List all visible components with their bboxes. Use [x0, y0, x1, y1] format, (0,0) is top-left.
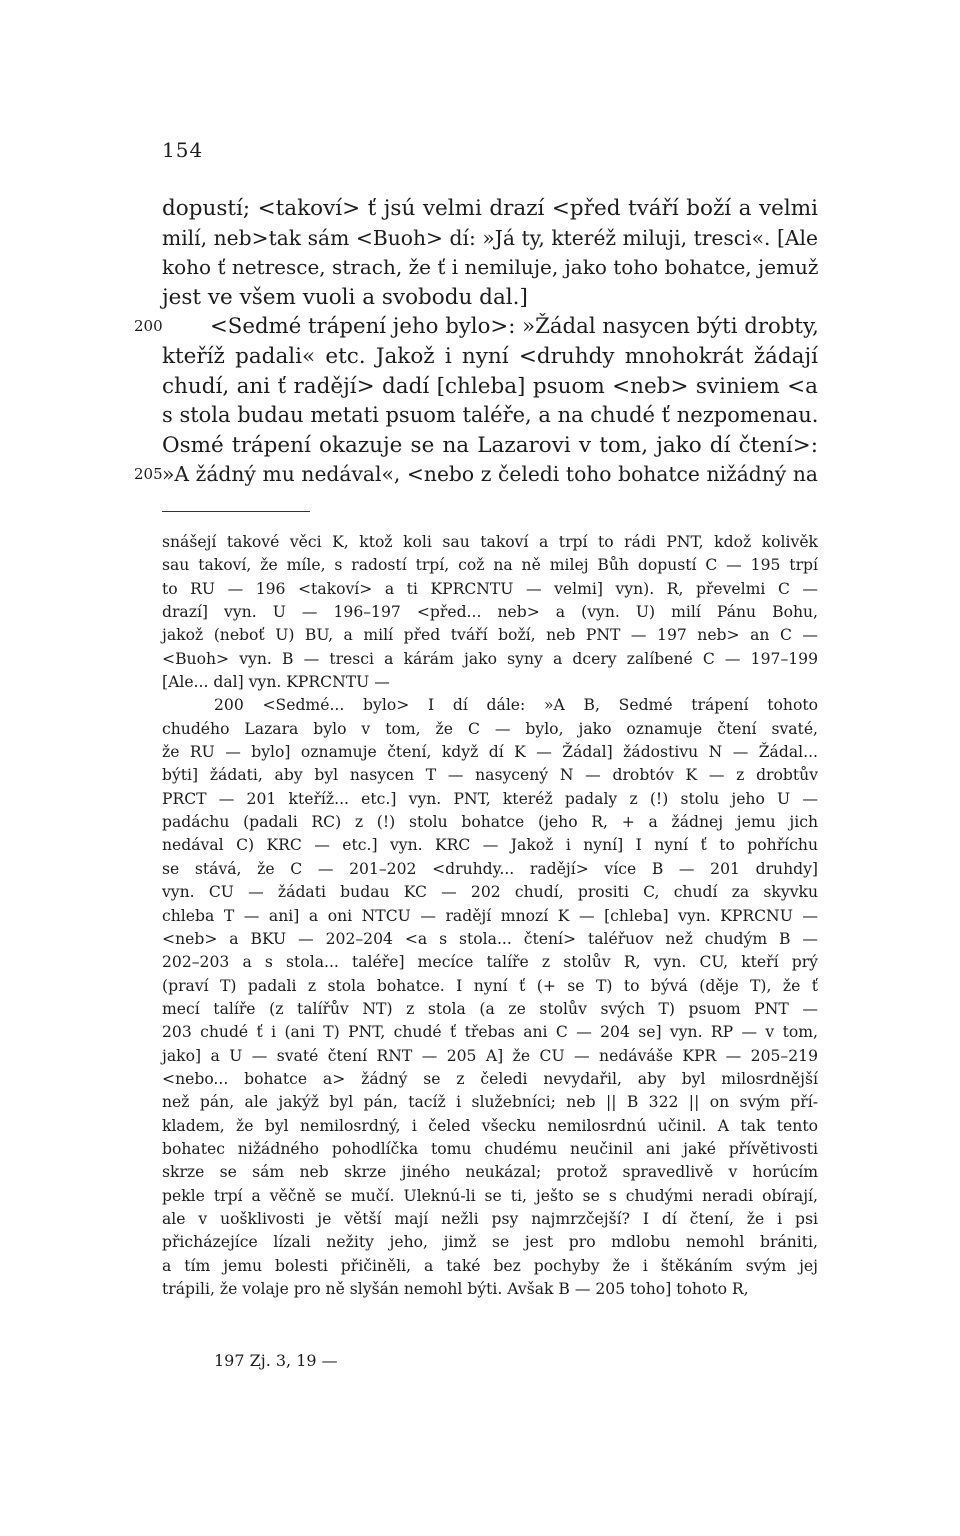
line-number: 200 [134, 317, 163, 336]
note-line: jakož (neboť U) BU, a milí před tváří boží, neb PNT — 197 neb> an C — [162, 626, 818, 645]
scripture-footnote: 197 Zj. 3, 19 — [214, 1351, 338, 1370]
note-line: pekle trpí a věčně se mučí. Uleknú-li se ti, ješto se s chudými neradi obírají, [162, 1186, 818, 1205]
note-line: vyn. CU — žádati budau KC — 202 chudí, prositi C, chudí za skyvku [162, 883, 818, 902]
main-text-line [162, 372, 818, 402]
main-text-content: koho ť netresce, strach, že ť i nemiluje, jako toho bohatce, jemuž [162, 255, 819, 280]
note-line: <Buoh> vyn. B — tresci a kárám jako syny a dcery zalíbené C — 197–199 [162, 649, 818, 668]
note-line: snášejí takové věci K, ktož koli sau takoví a trpí to rádi PNT, kdož kolivěk [162, 533, 818, 551]
note-line: 203 chudé ť i (ani T) PNT, chudé ť třebas ani C — 204 se] vyn. RP — v tom, [162, 1023, 818, 1042]
note-line: že RU — bylo] oznamuje čtení, když dí K — Žádal] žádostivu N — Žádal... [162, 743, 818, 762]
note-line: (praví T) padali z stola bohatce. I nyní ť (+ se T) to bývá (děje T), že ť [162, 976, 818, 995]
main-text-content: s stola budau metati psuom taléře, a na chudé ť nezpomenau. [162, 403, 819, 428]
note-line: chudého Lazara bylo v tom, že C — bylo, jako oznamuje čtení svaté, [162, 719, 818, 738]
main-text-content: jest ve všem vuoli a svobodu dal.] [162, 284, 528, 310]
main-text-content: kteříž padali« etc. Jakož i nyní <druhdy mnohokrát žádají [162, 343, 818, 369]
note-line: ale v uošklivosti je větší mají nežli psy najmrzčejší? I dí čtení, že i psi [162, 1209, 818, 1228]
note-line: jako] a U — svaté čtení RNT — 205 A] že CU — nedáváše KPR — 205–219 [162, 1046, 818, 1065]
main-text-content: <Sedmé trápení jeho bylo>: »Žádal nasycen býti drobty, [210, 314, 819, 340]
note-line: <neb> a BKU — 202–204 <a s stola... čtení> taléřuov než chudým B — [162, 929, 818, 948]
note-line: drazí] vyn. U — 196–197 <před... neb> a (vyn. U) milí Pánu Bohu, [162, 603, 818, 622]
note-line: nedával C) KRC — etc.] vyn. KRC — Jakož i nyní] I nyní ť to pohříchu [162, 836, 818, 855]
main-text-line [134, 460, 818, 490]
footnote-rule [162, 511, 310, 512]
note-line: 200 <Sedmé... bylo> I dí dále: »A B, Sedmé trápení tohoto [214, 696, 818, 715]
main-text-line [134, 312, 819, 342]
note-line: býti] žádati, aby byl nasycen T — nasycený N — drobtóv K — z drobtův [162, 766, 818, 785]
main-text-line [162, 253, 818, 283]
note-line: PRCT — 201 kteříž... etc.] vyn. PNT, kteréž padaly z (!) stolu jeho U — [162, 789, 818, 808]
note-line: [Ale... dal] vyn. KPRCNTU — [162, 673, 390, 692]
main-text-content: dopustí; <takoví> ť jsú velmi drazí <před tváří boží a velmi [162, 196, 818, 221]
apparatus-notes [162, 531, 818, 1301]
note-line: přicházejíce lízali nežity jeho, jimž se jest pro mdlobu nemohl brániti, [162, 1233, 818, 1252]
note-line: sau takoví, že míle, s radostí trpí, což na ně milej Bůh dopustí C — 195 trpí [162, 556, 818, 575]
note-line: a tím jemu bolesti přičiněli, a také bez pochyby že i štěkáním svým jej [162, 1256, 818, 1275]
page-number: 154 [162, 138, 204, 162]
note-line: chleba T — ani] a oni NTCU — radějí mnozí K — [chleba] vyn. KPRCNU — [162, 906, 818, 925]
main-text-line [162, 401, 818, 431]
note-line: než pán, ale jakýž byl pán, tacíž i služebníci; neb || B 322 || on svým pří- [162, 1093, 818, 1112]
note-line: se stává, že C — 201–202 <druhdy... radějí> více B — 201 druhdy] [162, 859, 818, 878]
note-line: skrze se sám neb skrze jiného neukázal; protož spravedlivě v horúcím [162, 1163, 818, 1182]
main-text-line [162, 224, 818, 254]
main-text-line [162, 431, 818, 461]
main-text-line [162, 342, 818, 372]
main-text-content: »A žádný mu nedával«, <nebo z čeledi toho bohatce nižádný na [162, 462, 818, 487]
note-line: to RU — 196 <takoví> a ti KPRCNTU — velmi] vyn). R, převelmi C — [162, 579, 818, 598]
note-line: bohatec nižádného pohodlíčka tomu chudému neučinil ani jaké přívětivosti [162, 1139, 818, 1158]
main-text-content: Osmé trápení okazuje se na Lazarovi v tom, jako dí čtení>: [162, 432, 818, 458]
note-line: mecí talíře (z talířův NT) z stola (a ze stolův svých T) psuom PNT — [162, 999, 818, 1018]
main-text [134, 194, 819, 490]
line-number: 205 [134, 465, 163, 484]
main-text-content: milí, neb>tak sám <Buoh> dí: »Já ty, kteréž miluji, tresci«. [Ale [162, 225, 818, 250]
note-line: <nebo... bohatce a> žádný se z čeledi nevydařil, aby byl milosrdnější [162, 1069, 818, 1088]
main-text-line [162, 194, 818, 224]
main-text-line [162, 283, 818, 313]
note-line: kladem, že byl nemilosrdný, i čeled všecku nemilosrdnú učinil. A tak tento [162, 1116, 818, 1135]
note-line: padáchu (padali RC) z (!) stolu bohatce (jeho R, + a žádnej jemu jich [162, 813, 818, 832]
note-line: trápili, že volaje pro ně slyšán nemohl býti. Avšak B — 205 toho] tohoto R, [162, 1280, 749, 1298]
note-line: 202–203 a s stola... taléře] mecíce talíře z stolův R, vyn. CU, kteří prý [162, 953, 818, 972]
main-text-content: chudí, ani ť radějí> dadí [chleba] psuom <neb> sviniem <a [162, 373, 818, 399]
